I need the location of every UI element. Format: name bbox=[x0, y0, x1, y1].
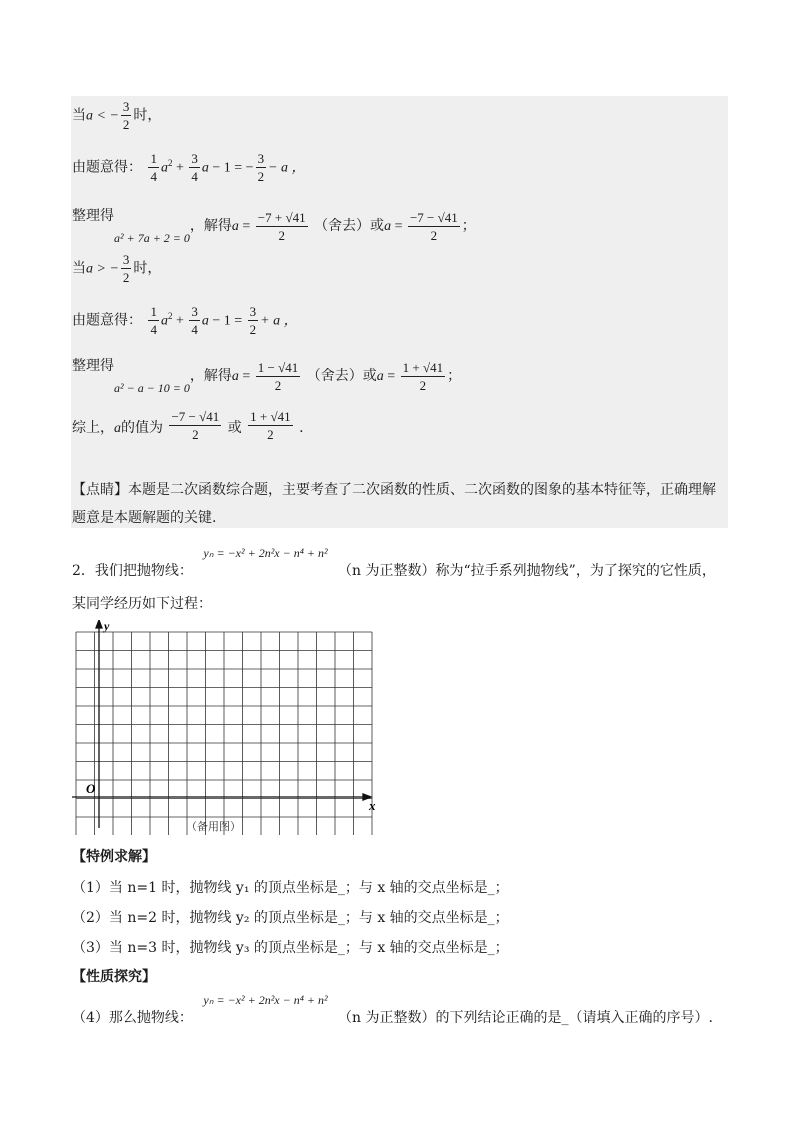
problem2-line2: 某同学经历如下过程： bbox=[72, 596, 212, 612]
case1-condition bbox=[72, 98, 161, 133]
case2-root1: $\frac{1 - √41}{2}$ bbox=[257, 359, 299, 393]
case2-root2-num: 1 + √41 bbox=[402, 359, 444, 375]
case1-cond-fraction bbox=[121, 98, 132, 133]
case2-cond-suffix: 时， bbox=[133, 260, 162, 277]
case1-cond-prefix: 当 bbox=[72, 107, 86, 124]
case2-simplified-eq: a² − a − 10 = 0 bbox=[114, 381, 190, 395]
case2-eq-prefix: 由题意得： bbox=[72, 312, 142, 329]
case2-eq-tail: + a ， bbox=[260, 313, 298, 329]
problem2-number: 2．我们把抛物线： bbox=[72, 563, 193, 579]
summary-or: 或 bbox=[227, 420, 242, 436]
summary-mid: 的值为 bbox=[121, 420, 163, 436]
note-line-2: 题意是本题解题的关键. bbox=[72, 510, 217, 526]
summary-line bbox=[72, 408, 304, 443]
frac-num: 3 bbox=[122, 99, 130, 114]
case1-simplify-prefix: 整理得 bbox=[72, 208, 114, 224]
case1-eq-rhs: − bbox=[245, 160, 254, 176]
graph-origin: O bbox=[86, 781, 96, 796]
case2-reject: （舍去）或 bbox=[306, 368, 377, 384]
case1-cond-suffix: 时， bbox=[133, 107, 162, 124]
frac-3-2: $\frac{3}{2}$ bbox=[257, 151, 265, 184]
case1-cond-math: a < − bbox=[86, 108, 119, 124]
question-4 bbox=[72, 993, 713, 1027]
summary-val2: $\frac{1 + √41}{2}$ bbox=[250, 409, 291, 442]
summary-prefix: 综上， bbox=[72, 420, 114, 436]
graph-y-label: y bbox=[104, 620, 110, 633]
problem2-formula: yₙ = −x² + 2n²x − n⁴ + n² bbox=[203, 546, 328, 560]
y-axis-arrow bbox=[96, 620, 102, 628]
q4-suffix: （n 为正整数）的下列结论正确的是_（请填入正确的序号）. bbox=[338, 1010, 713, 1026]
section-special-cases: 【特例求解】 bbox=[72, 849, 156, 865]
case1-simplify-line: 整理得a² + 7a + 2 = 0，解得a = $\frac{-7 + √41}{2}$ （舍去）或a = $\frac{-7 - √41}{2}$ ； bbox=[72, 208, 476, 245]
case1-reject: （舍去）或 bbox=[314, 218, 385, 234]
case1-root-den: 2 bbox=[278, 227, 285, 243]
case1-end: ； bbox=[461, 218, 476, 234]
case1-equation: 由题意得： $\frac{1}{4}$ $a^2$ + $\frac{3}{4}$ a − 1 = − $\frac{3}{2}$ − a ， bbox=[72, 151, 306, 184]
case2-equation: 由题意得： $\frac{1}{4}$ $a^2$ + $\frac{3}{4}$ a − 1 = $\frac{3}{2}$ + a ， bbox=[72, 304, 298, 337]
case2-solve-prefix: ，解得 bbox=[189, 368, 232, 384]
case1-root1-num: −7 + √41 bbox=[257, 209, 306, 225]
case1-eq-prefix: 由题意得： bbox=[72, 159, 142, 176]
q4-prefix: （4）那么抛物线： bbox=[72, 1010, 193, 1026]
problem2-intro bbox=[72, 546, 716, 580]
case1-root1 bbox=[256, 209, 308, 244]
case2-root1-num: 1 − √41 bbox=[257, 359, 299, 375]
case1-root2: $\frac{-7 - √41}{2}$ bbox=[409, 209, 458, 243]
case1-root2-num: −7 − √41 bbox=[409, 209, 458, 225]
case2-simplify-prefix: 整理得 bbox=[72, 358, 114, 374]
summary-var: a bbox=[114, 421, 121, 436]
case2-end: ； bbox=[447, 368, 462, 384]
problem2-after-formula: （n 为正整数）称为“拉手系列抛物线”，为了探究的它性质， bbox=[338, 563, 716, 579]
case2-simplify-line: 整理得a² − a − 10 = 0，解得a = $\frac{1 - √41}{2}$ （舍去）或a = $\frac{1 + √41}{2}$ ； bbox=[72, 358, 462, 395]
case2-cond-prefix: 当 bbox=[72, 260, 86, 277]
q4-formula: yₙ = −x² + 2n²x − n⁴ + n² bbox=[203, 993, 328, 1007]
question-1: （1）当 n=1 时，抛物线 y₁ 的顶点坐标是_；与 x 轴的交点坐标是_； bbox=[72, 880, 509, 896]
coordinate-grid bbox=[72, 620, 382, 835]
graph-caption: （备用图） bbox=[186, 820, 241, 833]
graph-x-label: x bbox=[369, 798, 376, 813]
case2-root2: $\frac{1 + √41}{2}$ bbox=[402, 359, 444, 393]
question-2: （2）当 n=2 时，抛物线 y₂ 的顶点坐标是_；与 x 轴的交点坐标是_； bbox=[72, 910, 509, 926]
summary-val1: $\frac{-7 - √41}{2}$ bbox=[171, 409, 220, 442]
summary-end: . bbox=[299, 420, 304, 436]
frac-3-4: $\frac{3}{4}$ bbox=[191, 151, 198, 184]
case2-cond-fraction: $\frac{3}{2}$ bbox=[122, 252, 130, 285]
question-3: （3）当 n=3 时，抛物线 y₃ 的顶点坐标是_；与 x 轴的交点坐标是_； bbox=[72, 940, 509, 956]
section-property-explore: 【性质探究】 bbox=[72, 969, 156, 985]
case1-simplified-eq: a² + 7a + 2 = 0 bbox=[114, 231, 190, 245]
frac-1-4: $\frac{1}{4}$ bbox=[150, 151, 157, 184]
case2-cond-math: a > − bbox=[86, 261, 119, 277]
case2-condition bbox=[72, 251, 161, 286]
case1-eq-tail: − a ， bbox=[268, 160, 306, 176]
case1-solve-prefix: ，解得 bbox=[189, 218, 232, 234]
note-line-1: 【点睛】本题是二次函数综合题，主要考查了二次函数的性质、二次函数的图象的基本特征等，正确理解 bbox=[72, 482, 716, 498]
frac-den: 2 bbox=[122, 117, 130, 132]
